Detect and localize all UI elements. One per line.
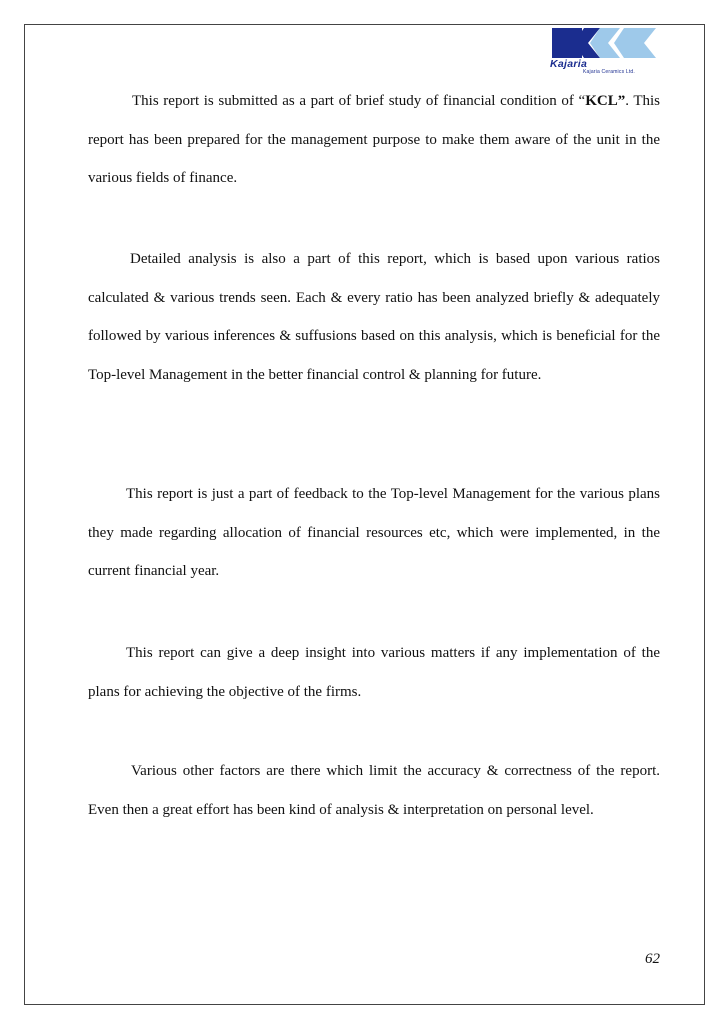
- page-number: 62: [645, 951, 660, 967]
- paragraph-2: Detailed analysis is also a part of this report, which is based upon various ratios calculated & various trends seen. Each & every ratio has been analyzed briefly & adequately followed by various inferences & suffusions based on this analysis, which is beneficial for the Top-level Management in the better financial control & planning for future.: [88, 251, 660, 383]
- logo-company-text: Kajaria Ceramics Ltd.: [583, 69, 635, 75]
- paragraph-1: [88, 82, 660, 198]
- kcl-bold-text: KCL”: [585, 93, 626, 109]
- paragraph-1-before: This report is submitted as a part of brief study of financial condition of “: [132, 93, 586, 109]
- paragraph-1-after: . This report has been prepared for the management purpose to make them aware of the unit in the various fields of finance.: [88, 93, 660, 186]
- paragraph-3: This report is just a part of feedback to the Top-level Management for the various plans they made regarding allocation of financial resources etc, which were implemented, in the current financial year.: [88, 486, 660, 579]
- paragraph-4: This report can give a deep insight into various matters if any implementation of the plans for achieving the objective of the firms.: [88, 645, 660, 700]
- paragraph-5: Various other factors are there which limit the accuracy & correctness of the report. Even then a great effort has been kind of analysis & interpretation on personal level.: [88, 763, 660, 818]
- logo-light-chevron-2: [614, 28, 656, 58]
- logo-brand-text: Kajaria: [550, 58, 588, 70]
